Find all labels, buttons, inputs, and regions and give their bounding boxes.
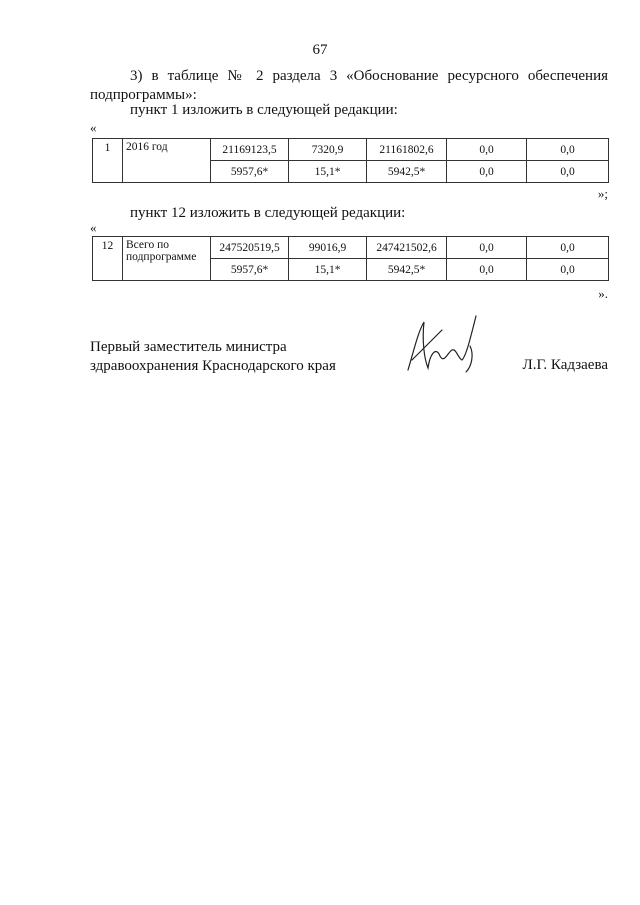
table-row [93, 139, 609, 161]
table-cell: 0,0 [447, 139, 527, 161]
table-cell: 0,0 [527, 139, 609, 161]
table-cell: 7320,9 [289, 139, 367, 161]
table-cell: 5957,6* [211, 259, 289, 281]
intro-paragraph: 3) в таблице № 2 раздела 3 «Обоснование ресурсного обеспечения подпрограммы»: [90, 68, 608, 103]
table-item-12 [92, 236, 609, 281]
table-cell: 15,1* [289, 161, 367, 183]
table-cell: 0,0 [447, 237, 527, 259]
row-index: 1 [93, 139, 123, 183]
table-cell: 5942,5* [367, 161, 447, 183]
table-cell: 0,0 [447, 259, 527, 281]
position-line-1: Первый заместитель министра [90, 339, 287, 355]
table-cell: 247520519,5 [211, 237, 289, 259]
page-number: 67 [312, 42, 328, 58]
row-index: 12 [93, 237, 123, 281]
table-cell: 0,0 [527, 161, 609, 183]
table-cell: 247421502,6 [367, 237, 447, 259]
item-1-label: пункт 1 изложить в следующей редакции: [130, 102, 398, 118]
quote-close-2: ». [598, 286, 608, 301]
table-cell: 5942,5* [367, 259, 447, 281]
table-cell: 21161802,6 [367, 139, 447, 161]
item-12-label: пункт 12 изложить в следующей редакции: [130, 205, 406, 221]
row-name: Всего по подпрограмме [123, 237, 211, 281]
row-name: 2016 год [123, 139, 211, 183]
signatory-name: Л.Г. Кадзаева [522, 357, 608, 373]
quote-open-2: « [90, 220, 97, 235]
table-cell: 0,0 [527, 237, 609, 259]
table-cell: 0,0 [447, 161, 527, 183]
table-cell: 15,1* [289, 259, 367, 281]
table-row [93, 237, 609, 259]
signatory-position [90, 338, 336, 376]
quote-open-1: « [90, 120, 97, 135]
table-cell: 0,0 [527, 259, 609, 281]
table-cell: 5957,6* [211, 161, 289, 183]
table-cell: 99016,9 [289, 237, 367, 259]
table-item-1 [92, 138, 609, 183]
quote-close-1: »; [597, 186, 608, 201]
position-line-2: здравоохранения Краснодарского края [90, 358, 336, 374]
table-cell: 21169123,5 [211, 139, 289, 161]
handwritten-signature [400, 310, 490, 385]
